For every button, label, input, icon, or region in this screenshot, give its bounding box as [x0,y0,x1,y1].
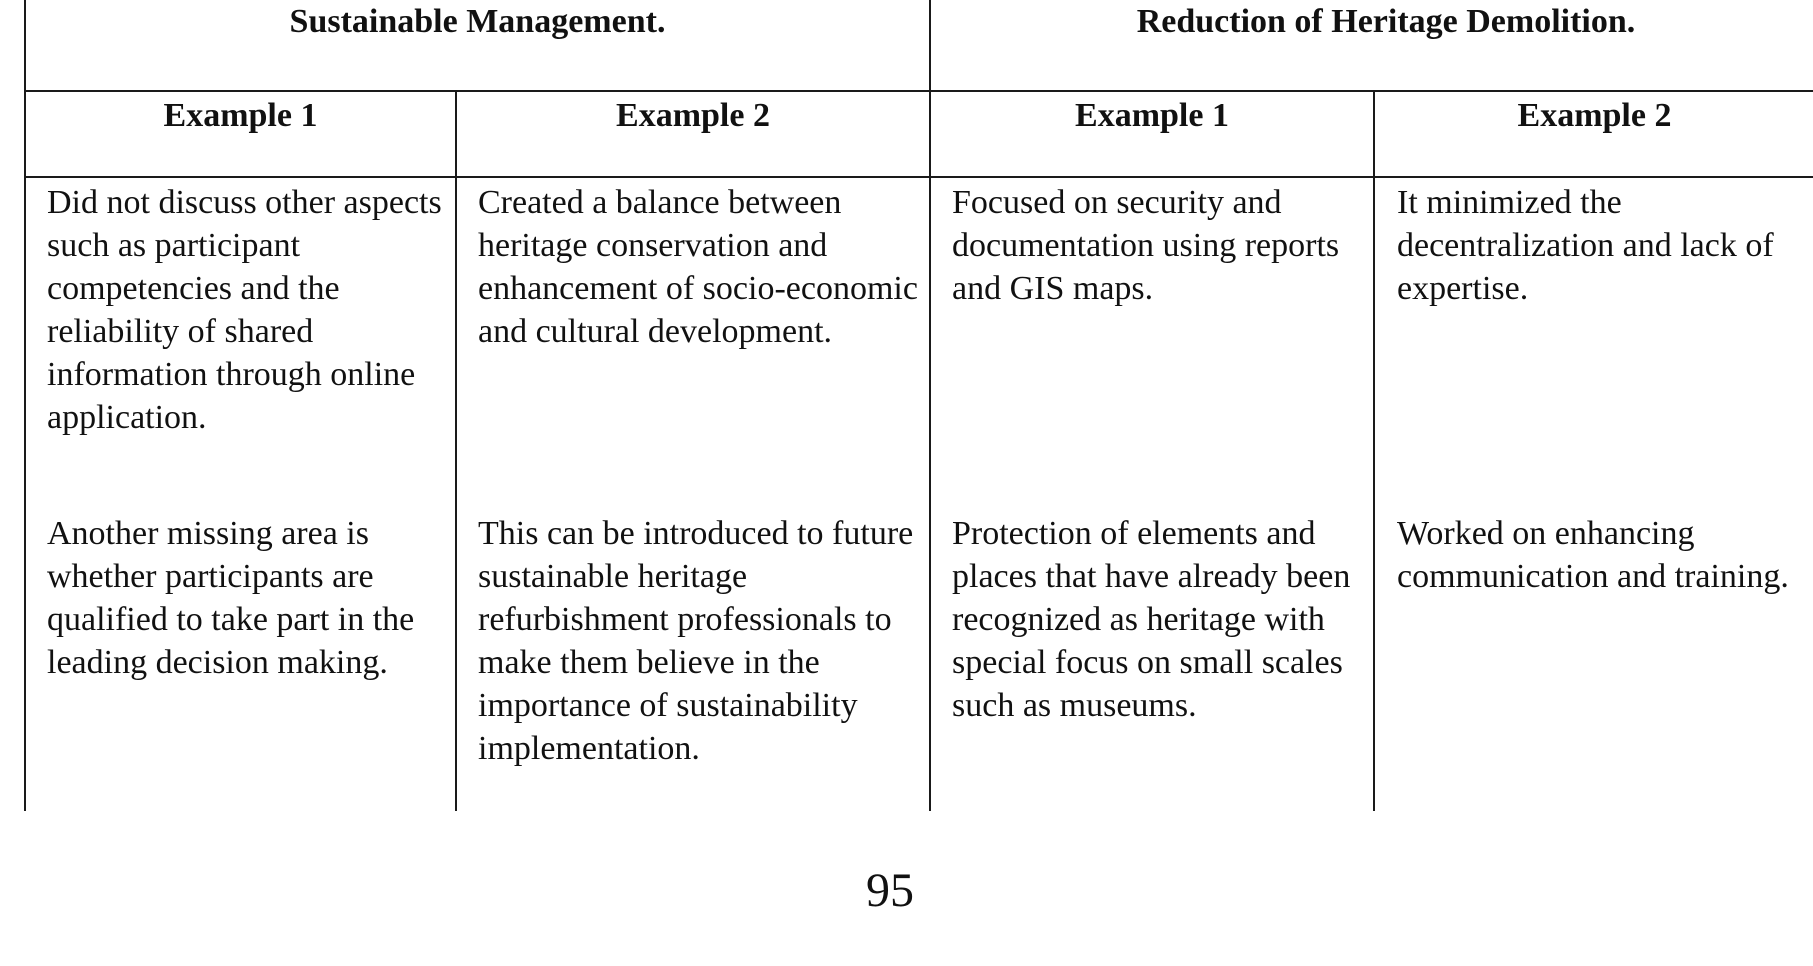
column-header: Example 1 [163,97,318,134]
table-cell: Worked on enhancing communication and training. [1397,515,1789,595]
table-cell: Protection of elements and places that have already been recognized as heritage with special focus on small scales such as museums. [952,515,1351,724]
table-cell: This can be introduced to future sustainable heritage refurbishment professionals to make them believe in the importance of sustainability implementation. [478,515,914,767]
table-cell: Focused on security and documentation using reports and GIS maps. [952,184,1340,307]
table-cell: Did not discuss other aspects such as participant competencies and the reliability of shared information through online application. [47,184,442,436]
table-cell: It minimized the decentralization and lack of expertise. [1397,184,1774,307]
group-header-sustainable-management: Sustainable Management. [289,3,666,40]
column-header: Example 1 [1075,97,1229,134]
group-header-reduction-heritage-demolition: Reduction of Heritage Demolition. [1136,3,1636,40]
table-cell: Another missing area is whether participants are qualified to take part in the leading decision making. [47,515,415,681]
column-header: Example 2 [616,97,770,134]
table-rule-group-header [24,90,1813,92]
table-cell: Created a balance between heritage conservation and enhancement of socio-economic and cultural development. [478,184,918,350]
column-header: Example 2 [1517,97,1672,134]
page-number: 95 [866,864,914,917]
table-divider-col2 [455,91,457,811]
table-rule-column-header [24,176,1813,178]
table-divider-col4 [1373,91,1375,811]
